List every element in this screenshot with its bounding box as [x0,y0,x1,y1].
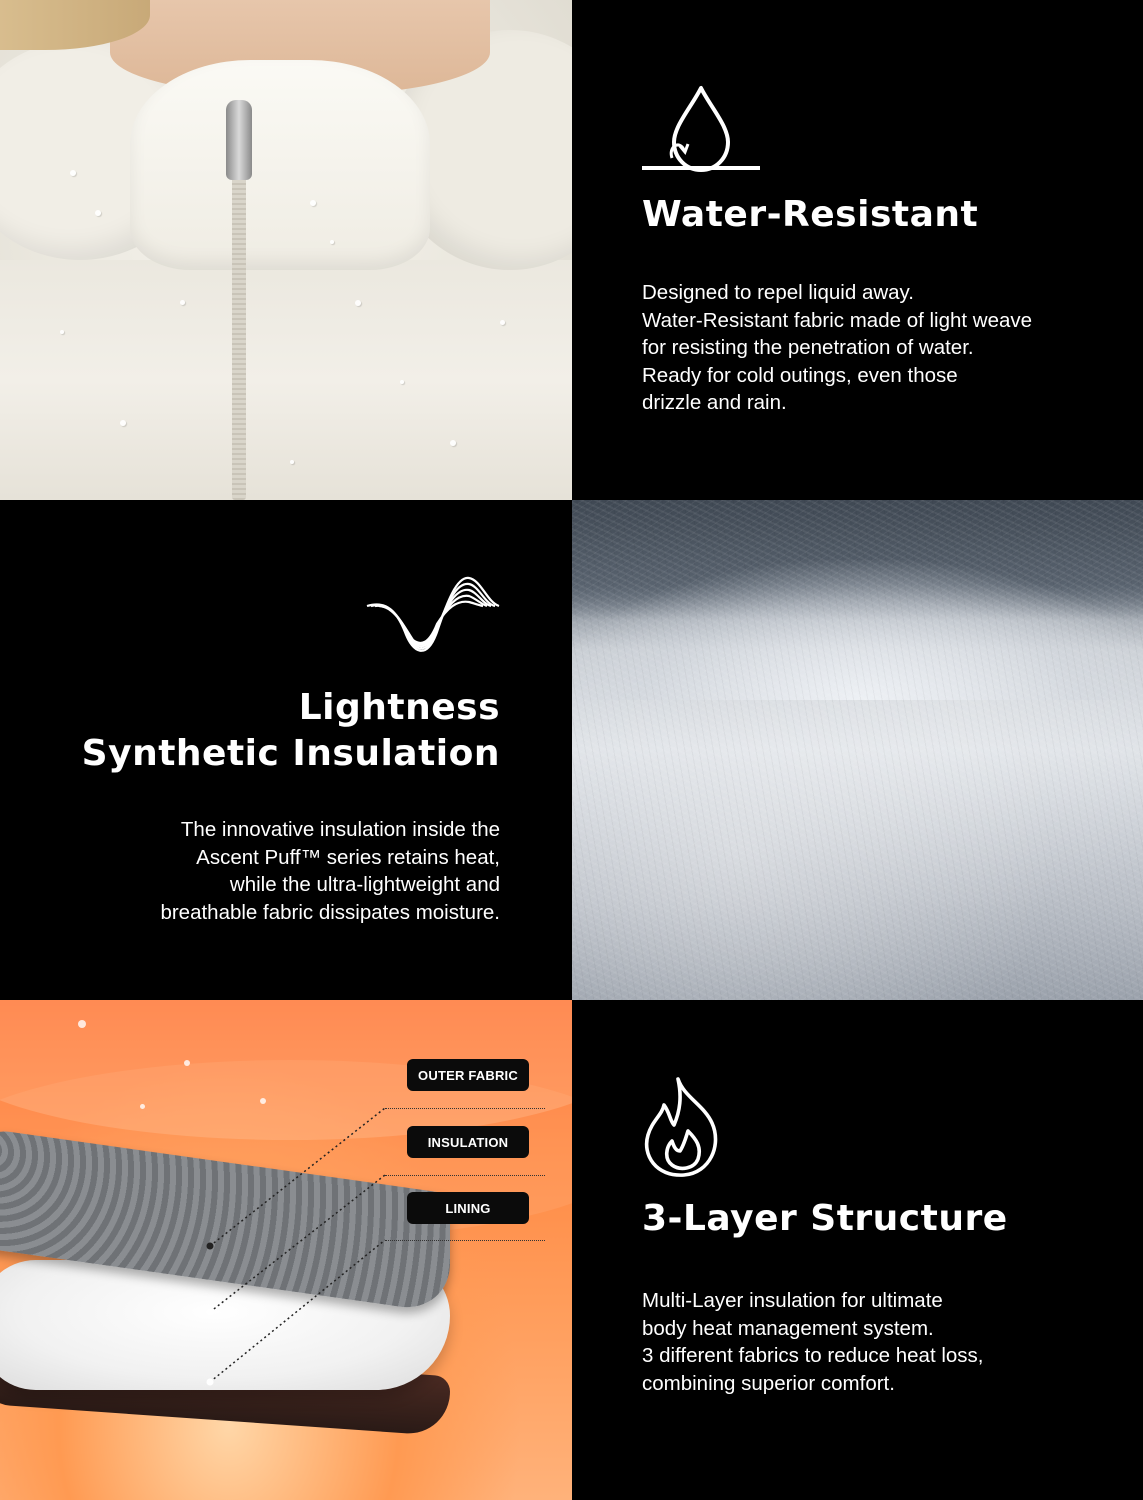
lightness-section [0,500,1143,1000]
feature-title-water-resistant: Water-Resistant [642,194,979,235]
feature-description-3-layer: Multi-Layer insulation for ultimate body heat management system. 3 different fabrics to reduce heat loss, combining superior comfort. [642,1289,984,1395]
jacket-collar-photo [0,0,572,500]
layer-structure-section [0,1000,1143,1500]
wave-lines-icon [365,572,501,664]
feature-title-lightness: Lightness Synthetic Insulation [81,687,500,775]
water-resistant-section [0,0,1143,500]
feature-description-lightness: The innovative insulation inside the Ascent Puff™ series retains heat, while the ultra-lightweight and breathable fabric dissipates moisture. [160,818,500,924]
layer-diagram [0,1000,572,1500]
insulation-fiber-photo [572,500,1143,1000]
flame-icon [640,1075,726,1179]
label-insulation: INSULATION [407,1126,529,1158]
water-resistant-panel [572,0,1143,500]
feature-description-water-resistant: Designed to repel liquid away. Water-Resistant fabric made of light weave for resisting the penetration of water. Ready for cold outings, even those drizzle and rain. [642,281,1033,414]
zipper [232,140,246,500]
lightness-panel [0,500,572,1000]
layer-structure-panel [572,1000,1143,1500]
feature-title-3-layer: 3-Layer Structure [642,1198,1008,1239]
water-drop-icon [640,84,762,180]
zipper-pull [226,100,252,180]
label-outer-fabric: OUTER FABRIC [407,1059,529,1091]
label-lining: LINING [407,1192,529,1224]
